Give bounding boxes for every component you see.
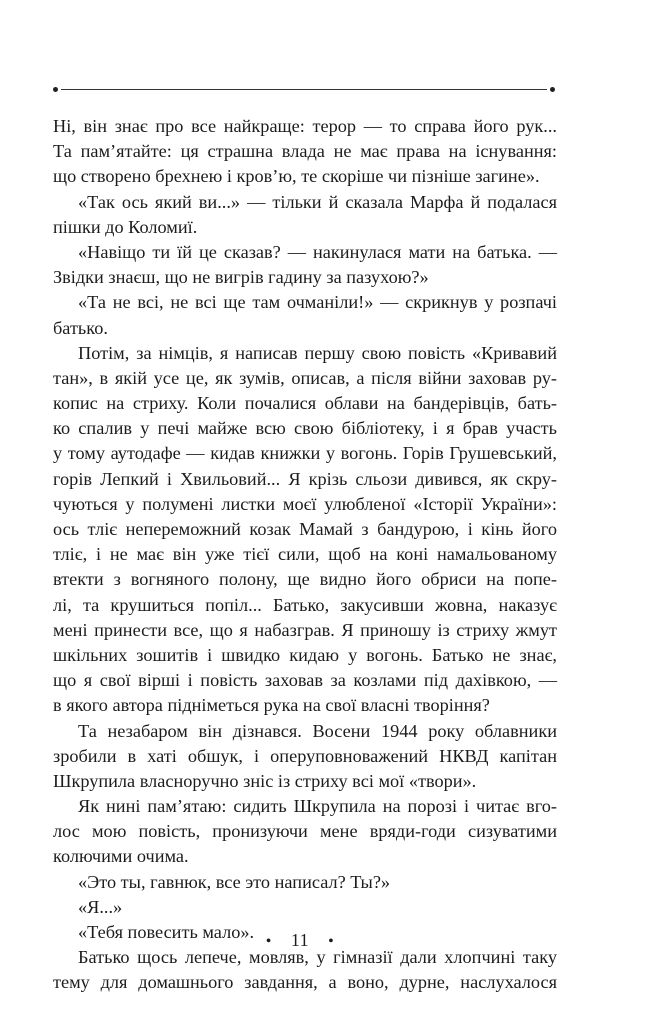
text-line: «Та не всі, не всі ще там очманіли!» — скрикнув у розпачі [78, 292, 557, 313]
text-line: чуються у полумені листки моєї улюбленої «Історії України»: [53, 493, 557, 514]
text-line: мені принести все, що я набазграв. Я приношу із стриху жмут [53, 619, 557, 640]
text-line: Ні, він знає про все найкраще: терор — то справа його рук... [53, 116, 557, 136]
page-footer [0, 930, 600, 951]
text-line: лос мою повість, пронизуючи мене вряди-годи сизуватими [53, 821, 557, 842]
text-line: «Тебя повесить мало». [78, 922, 255, 942]
text-line: що я свої вірші і повість заховав за козлами під дахівкою, — [53, 670, 557, 691]
text-line: в якого автора підніметься рука на свої власні творіння? [53, 695, 490, 716]
text-line: пішки до Коломиї. [53, 216, 198, 237]
text-line: колючими очима. [53, 846, 189, 867]
text-line: «Я...» [78, 896, 123, 917]
page-number: 11 [290, 930, 310, 950]
header-rule-line [61, 89, 547, 90]
footer-right-bullet: • [328, 933, 335, 950]
header-rule [53, 86, 555, 94]
text-line: ось тліє непереможний козак Мамай з бандурою, і кінь його [53, 519, 557, 539]
text-line: тему для домашнього завдання, а воно, дурне, наслухалося [53, 972, 557, 993]
text-line: Як нині пам’ятаю: сидить Шкрупила на порозі і читає вго- [78, 796, 557, 817]
text-line: тліє, і не має він уже тієї сили, щоб на коні намальованому [53, 544, 557, 565]
text-line: лі, та крушиться попіл... Батько, закусивши жовна, наказує [53, 594, 557, 615]
text-line: тан», в якій усе це, як зумів, описав, а після війни заховав ру- [53, 367, 557, 388]
text-line: горів Лепкий і Хвильовий... Я крізь сльози дивився, як скру- [53, 468, 557, 489]
text-line: копис на стриху. Коли почалися облави на бандерівців, бать- [53, 393, 557, 414]
text-line: зробили в хаті обшук, і оперуповноважений НКВД капітан [53, 745, 557, 766]
text-line: «Навіщо ти їй це сказав? — накинулася мати на батька. — [78, 241, 557, 262]
text-line: Звідки знаєш, що не вигрів гадину за пазухою?» [53, 267, 429, 288]
text-line: Шкрупила власноручно зніс із стриху всі мої «твори». [53, 770, 477, 791]
text-line: Потім, за німців, я написав першу свою повість «Кривавий [78, 342, 557, 363]
header-rule-right-dot [550, 87, 555, 92]
text-line: втекти з вогняного полону, ще видно його обриси на попе- [53, 569, 557, 590]
header-rule-left-dot [53, 87, 58, 92]
text-line: «Это ты, гавнюк, все это написал? Ты?» [78, 871, 391, 892]
text-line: Та незабаром він дізнався. Восени 1944 року облавники [78, 720, 557, 741]
text-line: шкільних зошитів і швидко кидаю у вогонь. Батько не знає, [53, 644, 557, 665]
text-line: що створено брехнею і кров’ю, те скоріше чи пізніше загине». [53, 166, 540, 187]
text-line: ко спалив у печі майже всю свою бібліотеку, і я брав участь [53, 418, 557, 439]
text-line: Та пам’ятайте: ця страшна влада не має права на існування: [53, 141, 557, 162]
body-text [53, 114, 557, 996]
text-line: Батько щось лепече, мовляв, у гімназії дали хлопчині таку [78, 947, 557, 968]
footer-left-bullet: • [265, 933, 272, 950]
text-line: у тому аутодафе — кидав книжки у вогонь. Горів Грушевський, [53, 443, 557, 464]
text-line: батько. [53, 317, 108, 338]
text-line: «Так ось який ви...» — тільки й сказала Марфа й подалася [78, 191, 557, 212]
